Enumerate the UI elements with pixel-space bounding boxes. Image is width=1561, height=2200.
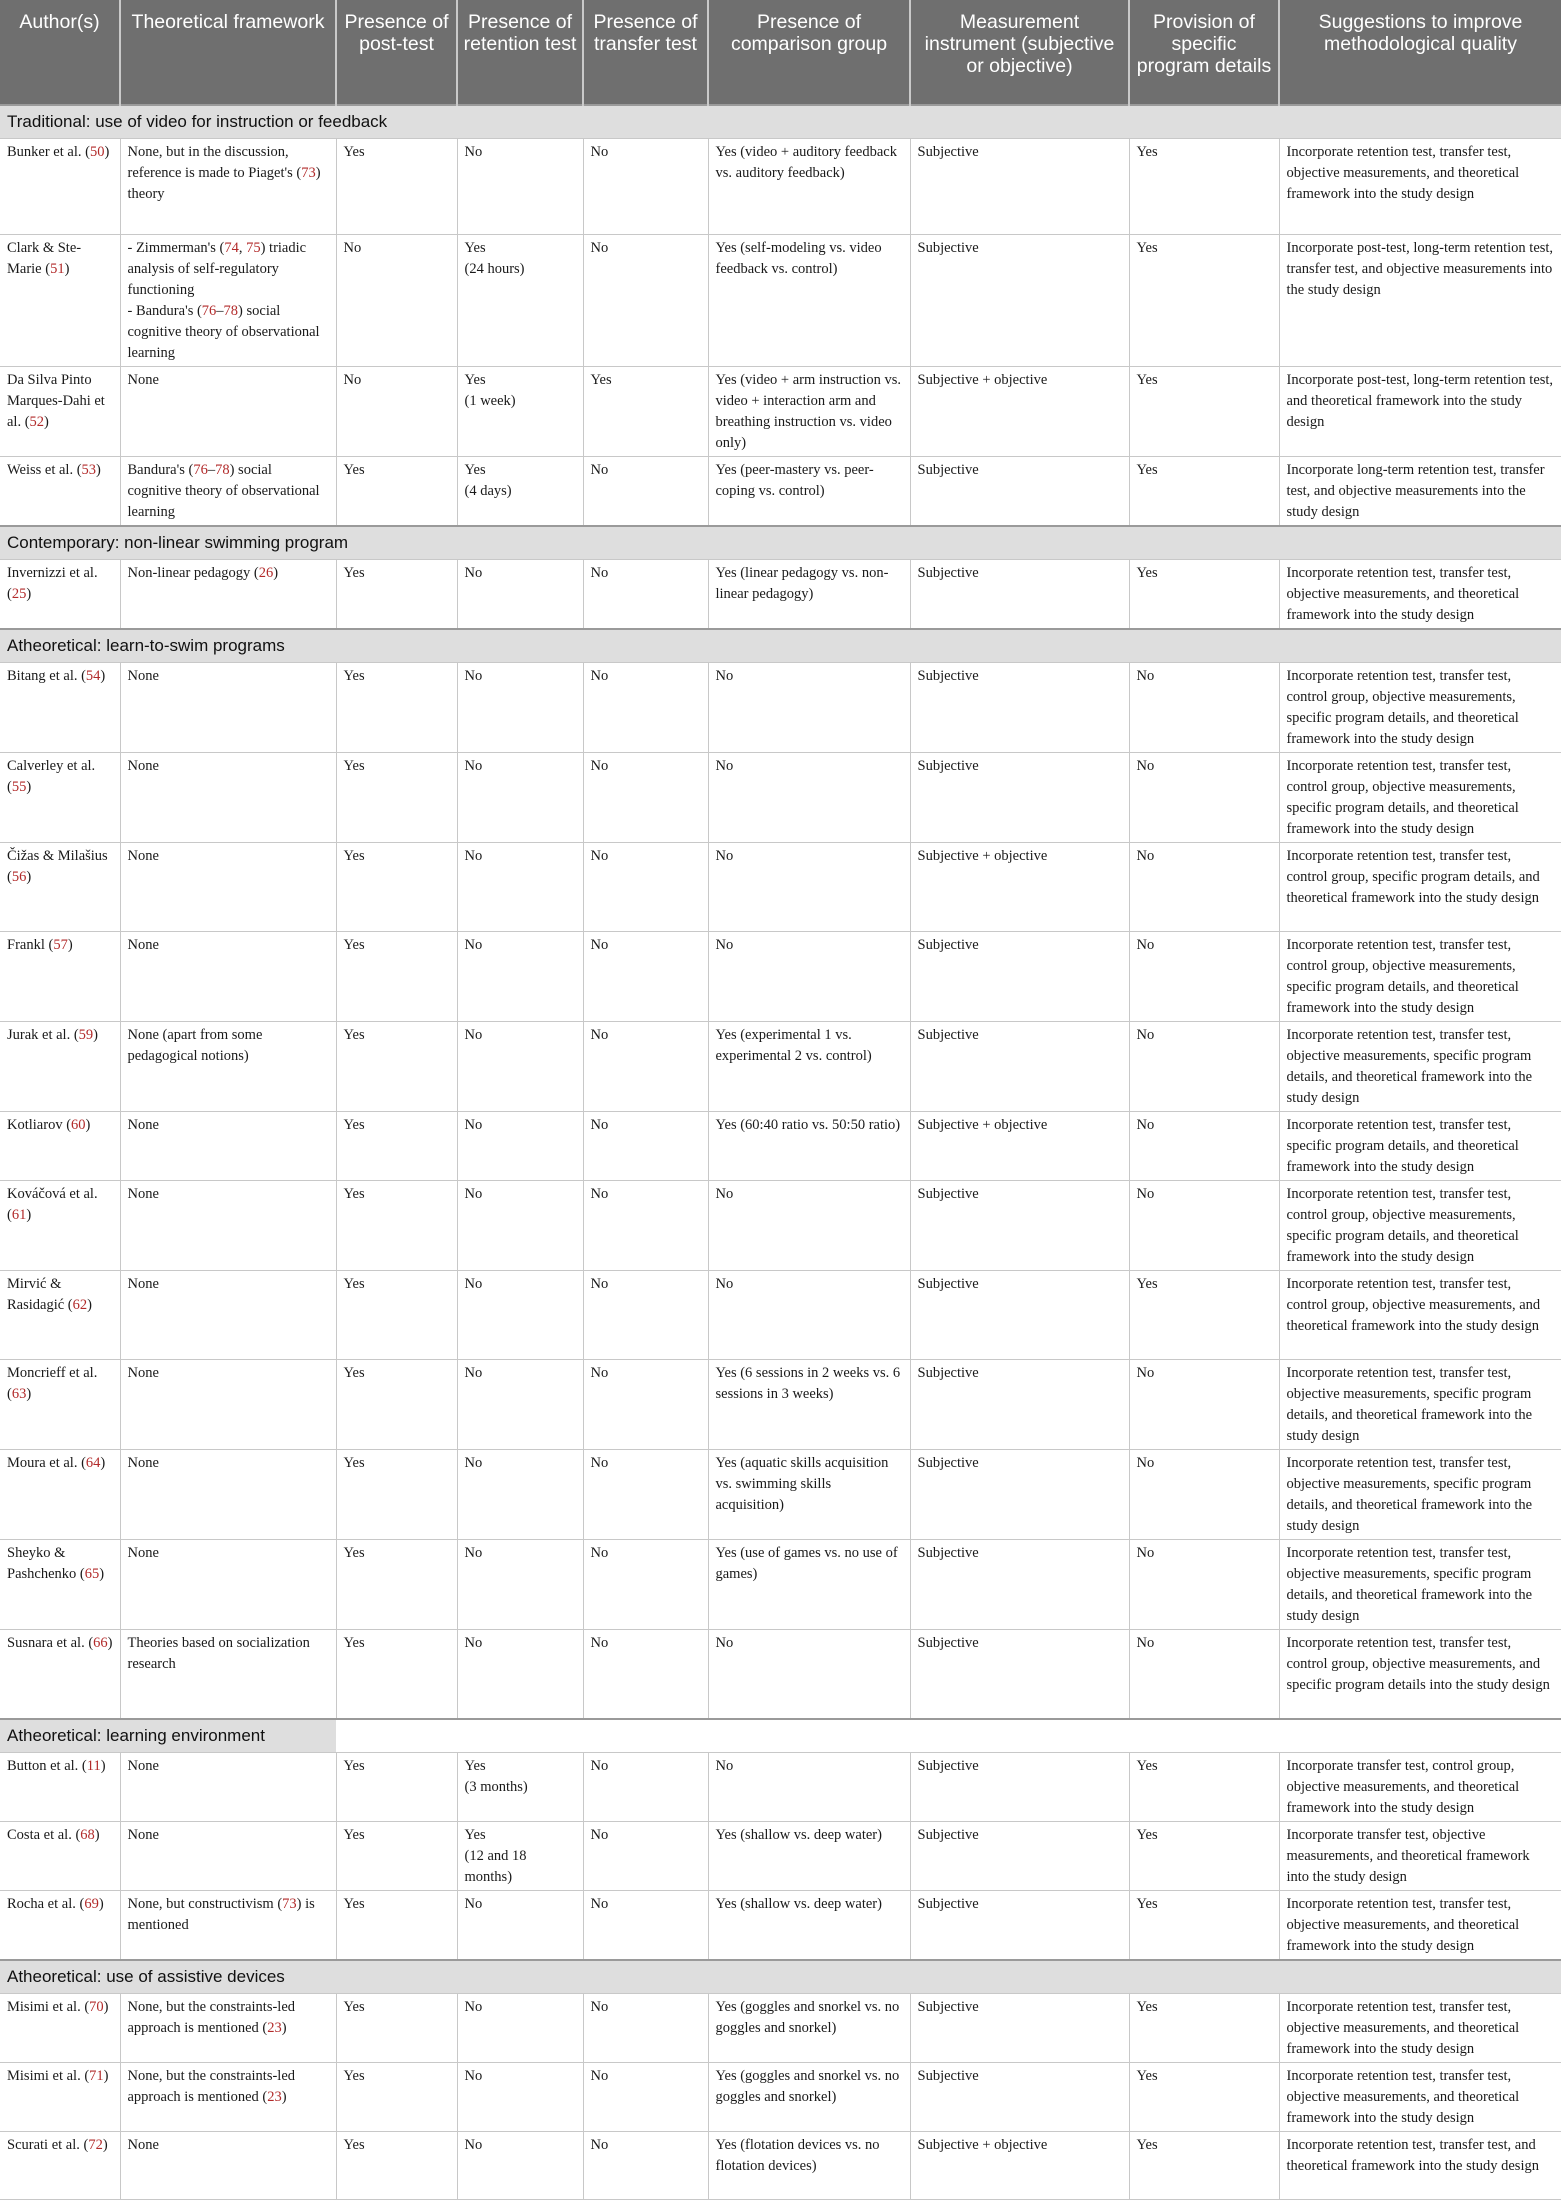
table-row [0, 663, 1561, 753]
cell-measure: Subjective + objective [910, 843, 1129, 932]
cell-comparison: No [708, 1630, 910, 1720]
table-row [0, 1630, 1561, 1720]
cell-measure: Subjective [910, 1994, 1129, 2063]
cell-details: Yes [1129, 1753, 1279, 1822]
cell-framework: None, but in the discussion, reference is made to Piaget's (73) theory [120, 139, 336, 235]
table-row [0, 1822, 1561, 1891]
cell-transfer: No [583, 753, 708, 843]
table-row [0, 1540, 1561, 1630]
header-post-test: Presence of post-test [336, 0, 457, 105]
cell-framework: Bandura's (76–78) social cognitive theory of observational learning [120, 457, 336, 527]
cell-details: Yes [1129, 1891, 1279, 1961]
cell-transfer: No [583, 1271, 708, 1360]
header-suggestions: Suggestions to improve methodological quality [1279, 0, 1561, 105]
table-row [0, 843, 1561, 932]
cell-framework: None [120, 753, 336, 843]
cell-comparison: No [708, 1181, 910, 1271]
cell-transfer: Yes [583, 367, 708, 457]
table-row [0, 753, 1561, 843]
cell-suggestions: Incorporate retention test, transfer test, objective measurements, specific program details, and theoretical framework into the study design [1279, 1360, 1561, 1450]
section-header [0, 1719, 1561, 1753]
cell-measure: Subjective [910, 1022, 1129, 1112]
cell-framework: None [120, 932, 336, 1022]
cell-measure: Subjective [910, 663, 1129, 753]
cell-post: Yes [336, 1630, 457, 1720]
cell-details: Yes [1129, 235, 1279, 367]
cell-suggestions: Incorporate retention test, transfer test, objective measurements, and theoretical framework into the study design [1279, 1994, 1561, 2063]
cell-suggestions: Incorporate retention test, transfer test, and theoretical framework into the study design [1279, 2132, 1561, 2200]
cell-retention: No [457, 2063, 583, 2132]
cell-author: Da Silva Pinto Marques-Dahi et al. (52) [0, 367, 120, 457]
section-title: Atheoretical: learning environment [0, 1719, 336, 1753]
cell-suggestions: Incorporate retention test, transfer test, objective measurements, and theoretical framework into the study design [1279, 560, 1561, 630]
cell-details: Yes [1129, 367, 1279, 457]
cell-framework: None, but constructivism (73) is mentioned [120, 1891, 336, 1961]
cell-author: Misimi et al. (71) [0, 2063, 120, 2132]
cell-measure: Subjective + objective [910, 1112, 1129, 1181]
section-header [0, 526, 1561, 560]
cell-transfer: No [583, 1181, 708, 1271]
cell-retention: No [457, 1112, 583, 1181]
cell-framework: None [120, 1540, 336, 1630]
cell-author: Scurati et al. (72) [0, 2132, 120, 2200]
cell-post: Yes [336, 560, 457, 630]
header-measurement-instrument: Measurement instrument (subjective or objective) [910, 0, 1129, 105]
cell-retention: Yes (12 and 18 months) [457, 1822, 583, 1891]
cell-retention: Yes (24 hours) [457, 235, 583, 367]
header-theoretical-framework: Theoretical framework [120, 0, 336, 105]
cell-post: Yes [336, 457, 457, 527]
cell-details: Yes [1129, 1822, 1279, 1891]
table-row [0, 139, 1561, 235]
cell-measure: Subjective + objective [910, 2132, 1129, 2200]
cell-measure: Subjective [910, 139, 1129, 235]
cell-transfer: No [583, 1112, 708, 1181]
cell-details: No [1129, 1181, 1279, 1271]
cell-retention: No [457, 560, 583, 630]
cell-author: Kováčová et al. (61) [0, 1181, 120, 1271]
cell-retention: No [457, 753, 583, 843]
cell-measure: Subjective [910, 1181, 1129, 1271]
cell-author: Bitang et al. (54) [0, 663, 120, 753]
cell-framework: None (apart from some pedagogical notions) [120, 1022, 336, 1112]
header-retention-test: Presence of retention test [457, 0, 583, 105]
cell-framework: None [120, 1271, 336, 1360]
cell-retention: No [457, 843, 583, 932]
cell-post: No [336, 235, 457, 367]
cell-measure: Subjective [910, 457, 1129, 527]
cell-post: Yes [336, 932, 457, 1022]
cell-author: Mirvić & Rasidagić (62) [0, 1271, 120, 1360]
cell-transfer: No [583, 1540, 708, 1630]
cell-comparison: Yes (goggles and snorkel vs. no goggles and snorkel) [708, 2063, 910, 2132]
cell-measure: Subjective [910, 2063, 1129, 2132]
cell-transfer: No [583, 560, 708, 630]
cell-framework: None, but the constraints-led approach is mentioned (23) [120, 1994, 336, 2063]
cell-transfer: No [583, 1994, 708, 2063]
cell-suggestions: Incorporate retention test, transfer test, control group, objective measurements, and theoretical framework into the study design [1279, 1271, 1561, 1360]
cell-comparison: Yes (flotation devices vs. no flotation devices) [708, 2132, 910, 2200]
cell-post: Yes [336, 1112, 457, 1181]
cell-suggestions: Incorporate retention test, transfer test, control group, objective measurements, specific program details, and theoretical framework into the study design [1279, 1181, 1561, 1271]
cell-measure: Subjective [910, 1891, 1129, 1961]
cell-measure: Subjective [910, 1360, 1129, 1450]
cell-details: No [1129, 1630, 1279, 1720]
table-row [0, 1022, 1561, 1112]
cell-details: Yes [1129, 1994, 1279, 2063]
cell-retention: No [457, 1891, 583, 1961]
cell-comparison: Yes (video + arm instruction vs. video + interaction arm and breathing instruction vs. video only) [708, 367, 910, 457]
table-row [0, 457, 1561, 527]
cell-author: Clark & Ste-Marie (51) [0, 235, 120, 367]
cell-measure: Subjective + objective [910, 367, 1129, 457]
cell-details: No [1129, 1540, 1279, 1630]
cell-retention: No [457, 663, 583, 753]
cell-details: Yes [1129, 1271, 1279, 1360]
cell-details: No [1129, 843, 1279, 932]
cell-comparison: Yes (experimental 1 vs. experimental 2 vs. control) [708, 1022, 910, 1112]
cell-comparison: Yes (use of games vs. no use of games) [708, 1540, 910, 1630]
table-row [0, 1891, 1561, 1961]
table-body [0, 105, 1561, 2200]
cell-post: Yes [336, 1891, 457, 1961]
cell-post: Yes [336, 1271, 457, 1360]
cell-comparison: No [708, 753, 910, 843]
cell-author: Kotliarov (60) [0, 1112, 120, 1181]
cell-transfer: No [583, 457, 708, 527]
cell-author: Costa et al. (68) [0, 1822, 120, 1891]
cell-post: Yes [336, 1022, 457, 1112]
cell-suggestions: Incorporate retention test, transfer test, objective measurements, specific program details, and theoretical framework into the study design [1279, 1022, 1561, 1112]
cell-suggestions: Incorporate retention test, transfer test, control group, objective measurements, and specific program details into the study design [1279, 1630, 1561, 1720]
cell-framework: Non-linear pedagogy (26) [120, 560, 336, 630]
cell-comparison: Yes (goggles and snorkel vs. no goggles and snorkel) [708, 1994, 910, 2063]
table-row [0, 1112, 1561, 1181]
cell-framework: None [120, 2132, 336, 2200]
cell-comparison: No [708, 932, 910, 1022]
cell-comparison: Yes (linear pedagogy vs. non-linear pedagogy) [708, 560, 910, 630]
cell-author: Moncrieff et al. (63) [0, 1360, 120, 1450]
cell-suggestions: Incorporate transfer test, objective measurements, and theoretical framework into the study design [1279, 1822, 1561, 1891]
cell-author: Susnara et al. (66) [0, 1630, 120, 1720]
cell-post: Yes [336, 1540, 457, 1630]
cell-measure: Subjective [910, 1540, 1129, 1630]
cell-measure: Subjective [910, 753, 1129, 843]
cell-measure: Subjective [910, 560, 1129, 630]
header-transfer-test: Presence of transfer test [583, 0, 708, 105]
cell-transfer: No [583, 843, 708, 932]
cell-framework: - Zimmerman's (74, 75) triadic analysis of self-regulatory functioning - Bandura's (76–78) social cognitive theory of observational learning [120, 235, 336, 367]
cell-suggestions: Incorporate retention test, transfer test, control group, objective measurements, specific program details, and theoretical framework into the study design [1279, 663, 1561, 753]
cell-author: Rocha et al. (69) [0, 1891, 120, 1961]
cell-transfer: No [583, 932, 708, 1022]
cell-details: No [1129, 1112, 1279, 1181]
table-row [0, 560, 1561, 630]
cell-author: Frankl (57) [0, 932, 120, 1022]
cell-author: Jurak et al. (59) [0, 1022, 120, 1112]
cell-suggestions: Incorporate retention test, transfer test, control group, objective measurements, specific program details, and theoretical framework into the study design [1279, 932, 1561, 1022]
cell-transfer: No [583, 2132, 708, 2200]
cell-comparison: Yes (video + auditory feedback vs. auditory feedback) [708, 139, 910, 235]
cell-framework: None [120, 663, 336, 753]
cell-comparison: Yes (aquatic skills acquisition vs. swimming skills acquisition) [708, 1450, 910, 1540]
cell-author: Sheyko & Pashchenko (65) [0, 1540, 120, 1630]
section-title: Contemporary: non-linear swimming program [0, 526, 1561, 560]
cell-details: No [1129, 1022, 1279, 1112]
cell-transfer: No [583, 139, 708, 235]
cell-comparison: No [708, 1753, 910, 1822]
cell-framework: None [120, 1450, 336, 1540]
cell-post: Yes [336, 1450, 457, 1540]
cell-transfer: No [583, 663, 708, 753]
section-title: Atheoretical: use of assistive devices [0, 1960, 1561, 1994]
cell-post: Yes [336, 1994, 457, 2063]
cell-comparison: No [708, 663, 910, 753]
cell-measure: Subjective [910, 932, 1129, 1022]
cell-details: No [1129, 1360, 1279, 1450]
cell-author: Čižas & Milašius (56) [0, 843, 120, 932]
cell-suggestions: Incorporate retention test, transfer test, objective measurements, and theoretical framework into the study design [1279, 1891, 1561, 1961]
cell-suggestions: Incorporate long-term retention test, transfer test, and objective measurements into the study design [1279, 457, 1561, 527]
header-comparison-group: Presence of comparison group [708, 0, 910, 105]
section-header [0, 1960, 1561, 1994]
table-row [0, 2132, 1561, 2200]
cell-comparison: Yes (shallow vs. deep water) [708, 1822, 910, 1891]
cell-framework: None, but the constraints-led approach is mentioned (23) [120, 2063, 336, 2132]
cell-retention: No [457, 1450, 583, 1540]
cell-comparison: Yes (shallow vs. deep water) [708, 1891, 910, 1961]
cell-framework: None [120, 1360, 336, 1450]
cell-transfer: No [583, 1822, 708, 1891]
cell-suggestions: Incorporate retention test, transfer test, objective measurements, specific program details, and theoretical framework into the study design [1279, 1540, 1561, 1630]
cell-framework: None [120, 843, 336, 932]
cell-transfer: No [583, 235, 708, 367]
cell-post: Yes [336, 2063, 457, 2132]
table-row [0, 1271, 1561, 1360]
table-row [0, 932, 1561, 1022]
cell-comparison: Yes (6 sessions in 2 weeks vs. 6 sessions in 3 weeks) [708, 1360, 910, 1450]
cell-post: Yes [336, 843, 457, 932]
section-header [0, 629, 1561, 663]
cell-measure: Subjective [910, 1450, 1129, 1540]
cell-suggestions: Incorporate post-test, long-term retention test, and theoretical framework into the study design [1279, 367, 1561, 457]
cell-details: Yes [1129, 2132, 1279, 2200]
cell-suggestions: Incorporate retention test, transfer test, control group, specific program details, and theoretical framework into the study design [1279, 843, 1561, 932]
cell-transfer: No [583, 2063, 708, 2132]
cell-post: Yes [336, 663, 457, 753]
cell-post: Yes [336, 753, 457, 843]
cell-author: Weiss et al. (53) [0, 457, 120, 527]
cell-author: Calverley et al. (55) [0, 753, 120, 843]
cell-suggestions: Incorporate retention test, transfer test, objective measurements, and theoretical framework into the study design [1279, 2063, 1561, 2132]
cell-framework: None [120, 1822, 336, 1891]
cell-retention: No [457, 1360, 583, 1450]
cell-retention: Yes (3 months) [457, 1753, 583, 1822]
cell-comparison: No [708, 1271, 910, 1360]
cell-details: Yes [1129, 457, 1279, 527]
cell-transfer: No [583, 1450, 708, 1540]
cell-framework: None [120, 1753, 336, 1822]
table-row [0, 1450, 1561, 1540]
table-row [0, 1360, 1561, 1450]
cell-retention: No [457, 139, 583, 235]
header-row [0, 0, 1561, 105]
cell-retention: No [457, 932, 583, 1022]
cell-retention: Yes (4 days) [457, 457, 583, 527]
cell-details: Yes [1129, 2063, 1279, 2132]
cell-details: No [1129, 753, 1279, 843]
cell-measure: Subjective [910, 1271, 1129, 1360]
cell-post: Yes [336, 139, 457, 235]
table-row [0, 1753, 1561, 1822]
cell-measure: Subjective [910, 1753, 1129, 1822]
cell-details: Yes [1129, 139, 1279, 235]
cell-author: Moura et al. (64) [0, 1450, 120, 1540]
cell-comparison: Yes (60:40 ratio vs. 50:50 ratio) [708, 1112, 910, 1181]
cell-suggestions: Incorporate retention test, transfer test, objective measurements, specific program details, and theoretical framework into the study design [1279, 1450, 1561, 1540]
cell-post: Yes [336, 1360, 457, 1450]
cell-transfer: No [583, 1022, 708, 1112]
table-row [0, 235, 1561, 367]
cell-transfer: No [583, 1630, 708, 1720]
cell-framework: None [120, 1181, 336, 1271]
cell-retention: No [457, 1271, 583, 1360]
cell-author: Invernizzi et al. (25) [0, 560, 120, 630]
cell-framework: Theories based on socialization research [120, 1630, 336, 1720]
cell-retention: Yes (1 week) [457, 367, 583, 457]
cell-retention: No [457, 1994, 583, 2063]
cell-retention: No [457, 1022, 583, 1112]
cell-suggestions: Incorporate retention test, transfer test, specific program details, and theoretical framework into the study design [1279, 1112, 1561, 1181]
cell-author: Bunker et al. (50) [0, 139, 120, 235]
cell-transfer: No [583, 1753, 708, 1822]
cell-transfer: No [583, 1891, 708, 1961]
cell-suggestions: Incorporate retention test, transfer test, objective measurements, and theoretical framework into the study design [1279, 139, 1561, 235]
cell-post: Yes [336, 1822, 457, 1891]
cell-measure: Subjective [910, 1630, 1129, 1720]
cell-details: No [1129, 932, 1279, 1022]
section-title: Atheoretical: learn-to-swim programs [0, 629, 1561, 663]
cell-measure: Subjective [910, 235, 1129, 367]
section-title-filler [336, 1719, 1561, 1753]
table-row [0, 2063, 1561, 2132]
section-title: Traditional: use of video for instruction or feedback [0, 105, 1561, 139]
cell-retention: No [457, 1540, 583, 1630]
cell-suggestions: Incorporate post-test, long-term retention test, transfer test, and objective measurements into the study design [1279, 235, 1561, 367]
cell-author: Button et al. (11) [0, 1753, 120, 1822]
cell-framework: None [120, 1112, 336, 1181]
cell-comparison: Yes (self-modeling vs. video feedback vs. control) [708, 235, 910, 367]
cell-comparison: No [708, 843, 910, 932]
cell-framework: None [120, 367, 336, 457]
table-row [0, 1994, 1561, 2063]
cell-post: Yes [336, 2132, 457, 2200]
cell-post: Yes [336, 1753, 457, 1822]
section-header [0, 105, 1561, 139]
cell-transfer: No [583, 1360, 708, 1450]
cell-suggestions: Incorporate transfer test, control group, objective measurements, and theoretical framework into the study design [1279, 1753, 1561, 1822]
cell-post: Yes [336, 1181, 457, 1271]
cell-suggestions: Incorporate retention test, transfer test, control group, objective measurements, specific program details, and theoretical framework into the study design [1279, 753, 1561, 843]
cell-measure: Subjective [910, 1822, 1129, 1891]
cell-comparison: Yes (peer-mastery vs. peer-coping vs. control) [708, 457, 910, 527]
header-program-details: Provision of specific program details [1129, 0, 1279, 105]
cell-retention: No [457, 2132, 583, 2200]
cell-author: Misimi et al. (70) [0, 1994, 120, 2063]
table-row [0, 1181, 1561, 1271]
cell-details: Yes [1129, 560, 1279, 630]
cell-retention: No [457, 1181, 583, 1271]
cell-details: No [1129, 1450, 1279, 1540]
cell-retention: No [457, 1630, 583, 1720]
cell-details: No [1129, 663, 1279, 753]
header-authors: Author(s) [0, 0, 120, 105]
table-row [0, 367, 1561, 457]
cell-post: No [336, 367, 457, 457]
